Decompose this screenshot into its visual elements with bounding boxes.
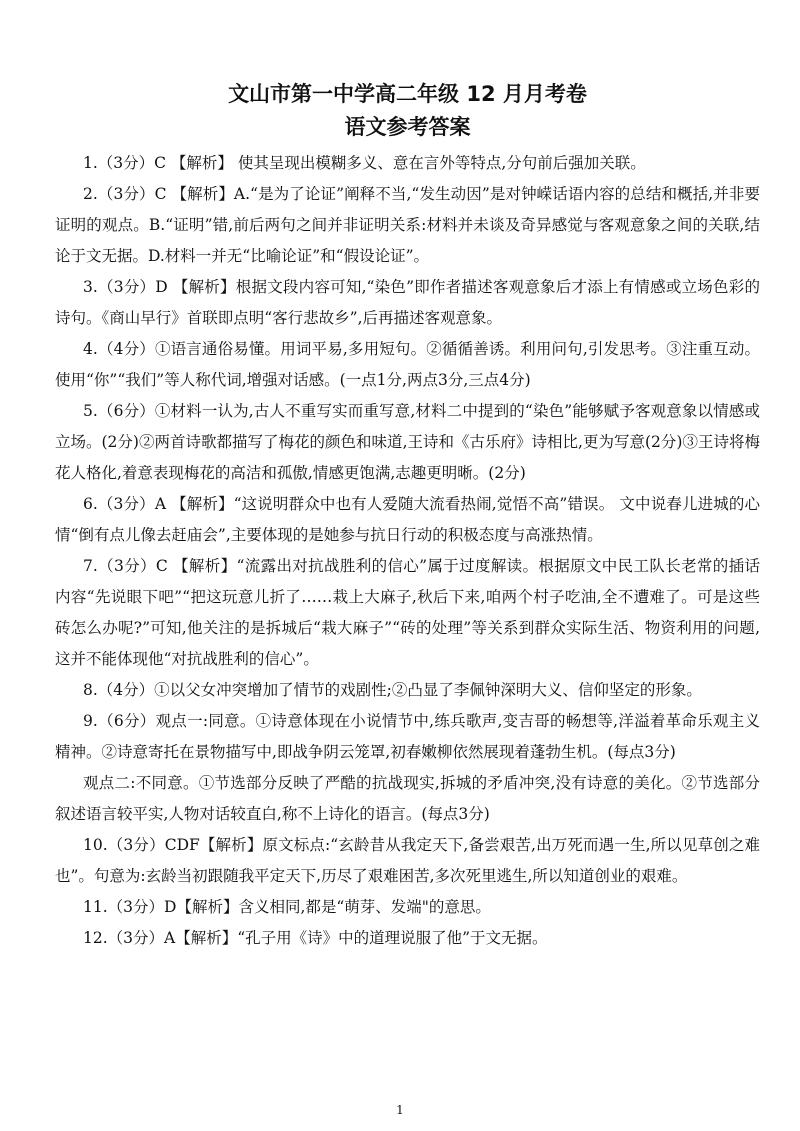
answer-item-5: 5.（6分）①材料一认为,古人不重写实而重写意,材料二中提到的“染色”能够赋予客观意象以情感或立场。(2分)②两首诗歌都描写了梅花的颜色和味道,王诗和《古乐府》诗相比,更为写意(2分)③王诗将梅花人格化,着意表现梅花的高洁和孤傲,情感更饱满,志趣更明晰。(2分) (55, 402, 760, 482)
answer-item-12: 12.（3分）A【解析】“孔子用《诗》中的道理说服了他”于文无据。 (83, 929, 548, 947)
answer-item-2: 2.（3分）C 【解析】A.“是为了论证”阐释不当,“发生动因”是对钟嵘话语内容的总结和概括,并非要证明的观点。B.“证明”错,前后两句之间并非证明关系:材料并未谈及奇异感觉与客观意象之间的关联,结论于文无据。D.材料一并无“比喻论证”和“假设论证”。 (55, 185, 760, 265)
answer-item-11: 11.（3分）D【解析】含义相同,都是“萌芽、发端"的意思。 (83, 898, 491, 916)
answer-item-8: 8.（4分）①以父女冲突增加了情节的戏剧性;②凸显了李佩钟深明大义、信仰坚定的形象。 (83, 681, 702, 699)
answer-item-9: 9.（6分）观点一:同意。①诗意体现在小说情节中,练兵歌声,变吉哥的畅想等,洋溢着革命乐观主义精神。②诗意寄托在景物描写中,即战争阴云笼罩,初春嫩柳依然展现着蓬勃生机。(每点3分) (55, 712, 760, 761)
answer-item-1: 1.（3分）C 【解析】 使其呈现出模糊多义、意在言外等特点,分句前后强加关联。 (83, 154, 646, 172)
page-number: 1 (396, 1103, 404, 1117)
answer-item-3: 3.（3分）D 【解析】根据文段内容可知,“染色”即作者描述客观意象后才添上有情感或立场色彩的诗句。《商山早行》首联即点明“客行悲故乡”,后再描述客观意象。 (55, 278, 760, 327)
answer-item-10: 10.（3分）CDF【解析】原文标点:“玄龄昔从我定天下,备尝艰苦,出万死而遇一生,所以见草创之难也”。句意为:玄龄当初跟随我平定天下,历尽了艰难困苦,多次死里逃生,所以知道创业的艰难。 (55, 836, 760, 885)
answer-item-6: 6.（3分）A 【解析】“这说明群众中也有人爱随大流看热闹,觉悟不高”错误。 文中说春儿进城的心情“倒有点儿像去赶庙会”,主要体现的是她参与抗日行动的积极态度与高涨热情。 (55, 495, 760, 544)
answer-item-4: 4.（4分）①语言通俗易懂。用词平易,多用短句。②循循善诱。利用问句,引发思考。③注重互动。使用“你”“我们”等人称代词,增强对话感。(一点1分,两点3分,三点4分) (55, 340, 760, 389)
answer-item-7: 7.（3分）C 【解析】“流露出对抗战胜利的信心”属于过度解读。根据原文中民工队长老常的插话内容“先说眼下吧”“把这玩意儿折了……栽上大麻子,秋后下来,咱两个村子吃油,全不遭难了。可是这些砖怎么办呢?”可知,他关注的是拆城后“栽大麻子”“砖的处理”等关系到群众实际生活、物资利用的问题,这并不能体现他“对抗战胜利的信心”。 (55, 557, 760, 668)
exam-subtitle: 语文参考答案 (344, 115, 471, 139)
answer-item-9-view-2: 观点二:不同意。①节选部分反映了严酷的抗战现实,拆城的矛盾冲突,没有诗意的美化。②节选部分叙述语言较平实,人物对话较直白,称不上诗化的语言。(每点3分) (55, 774, 760, 823)
exam-title: 文山市第一中学高二年级 12 月月考卷 (228, 82, 587, 106)
